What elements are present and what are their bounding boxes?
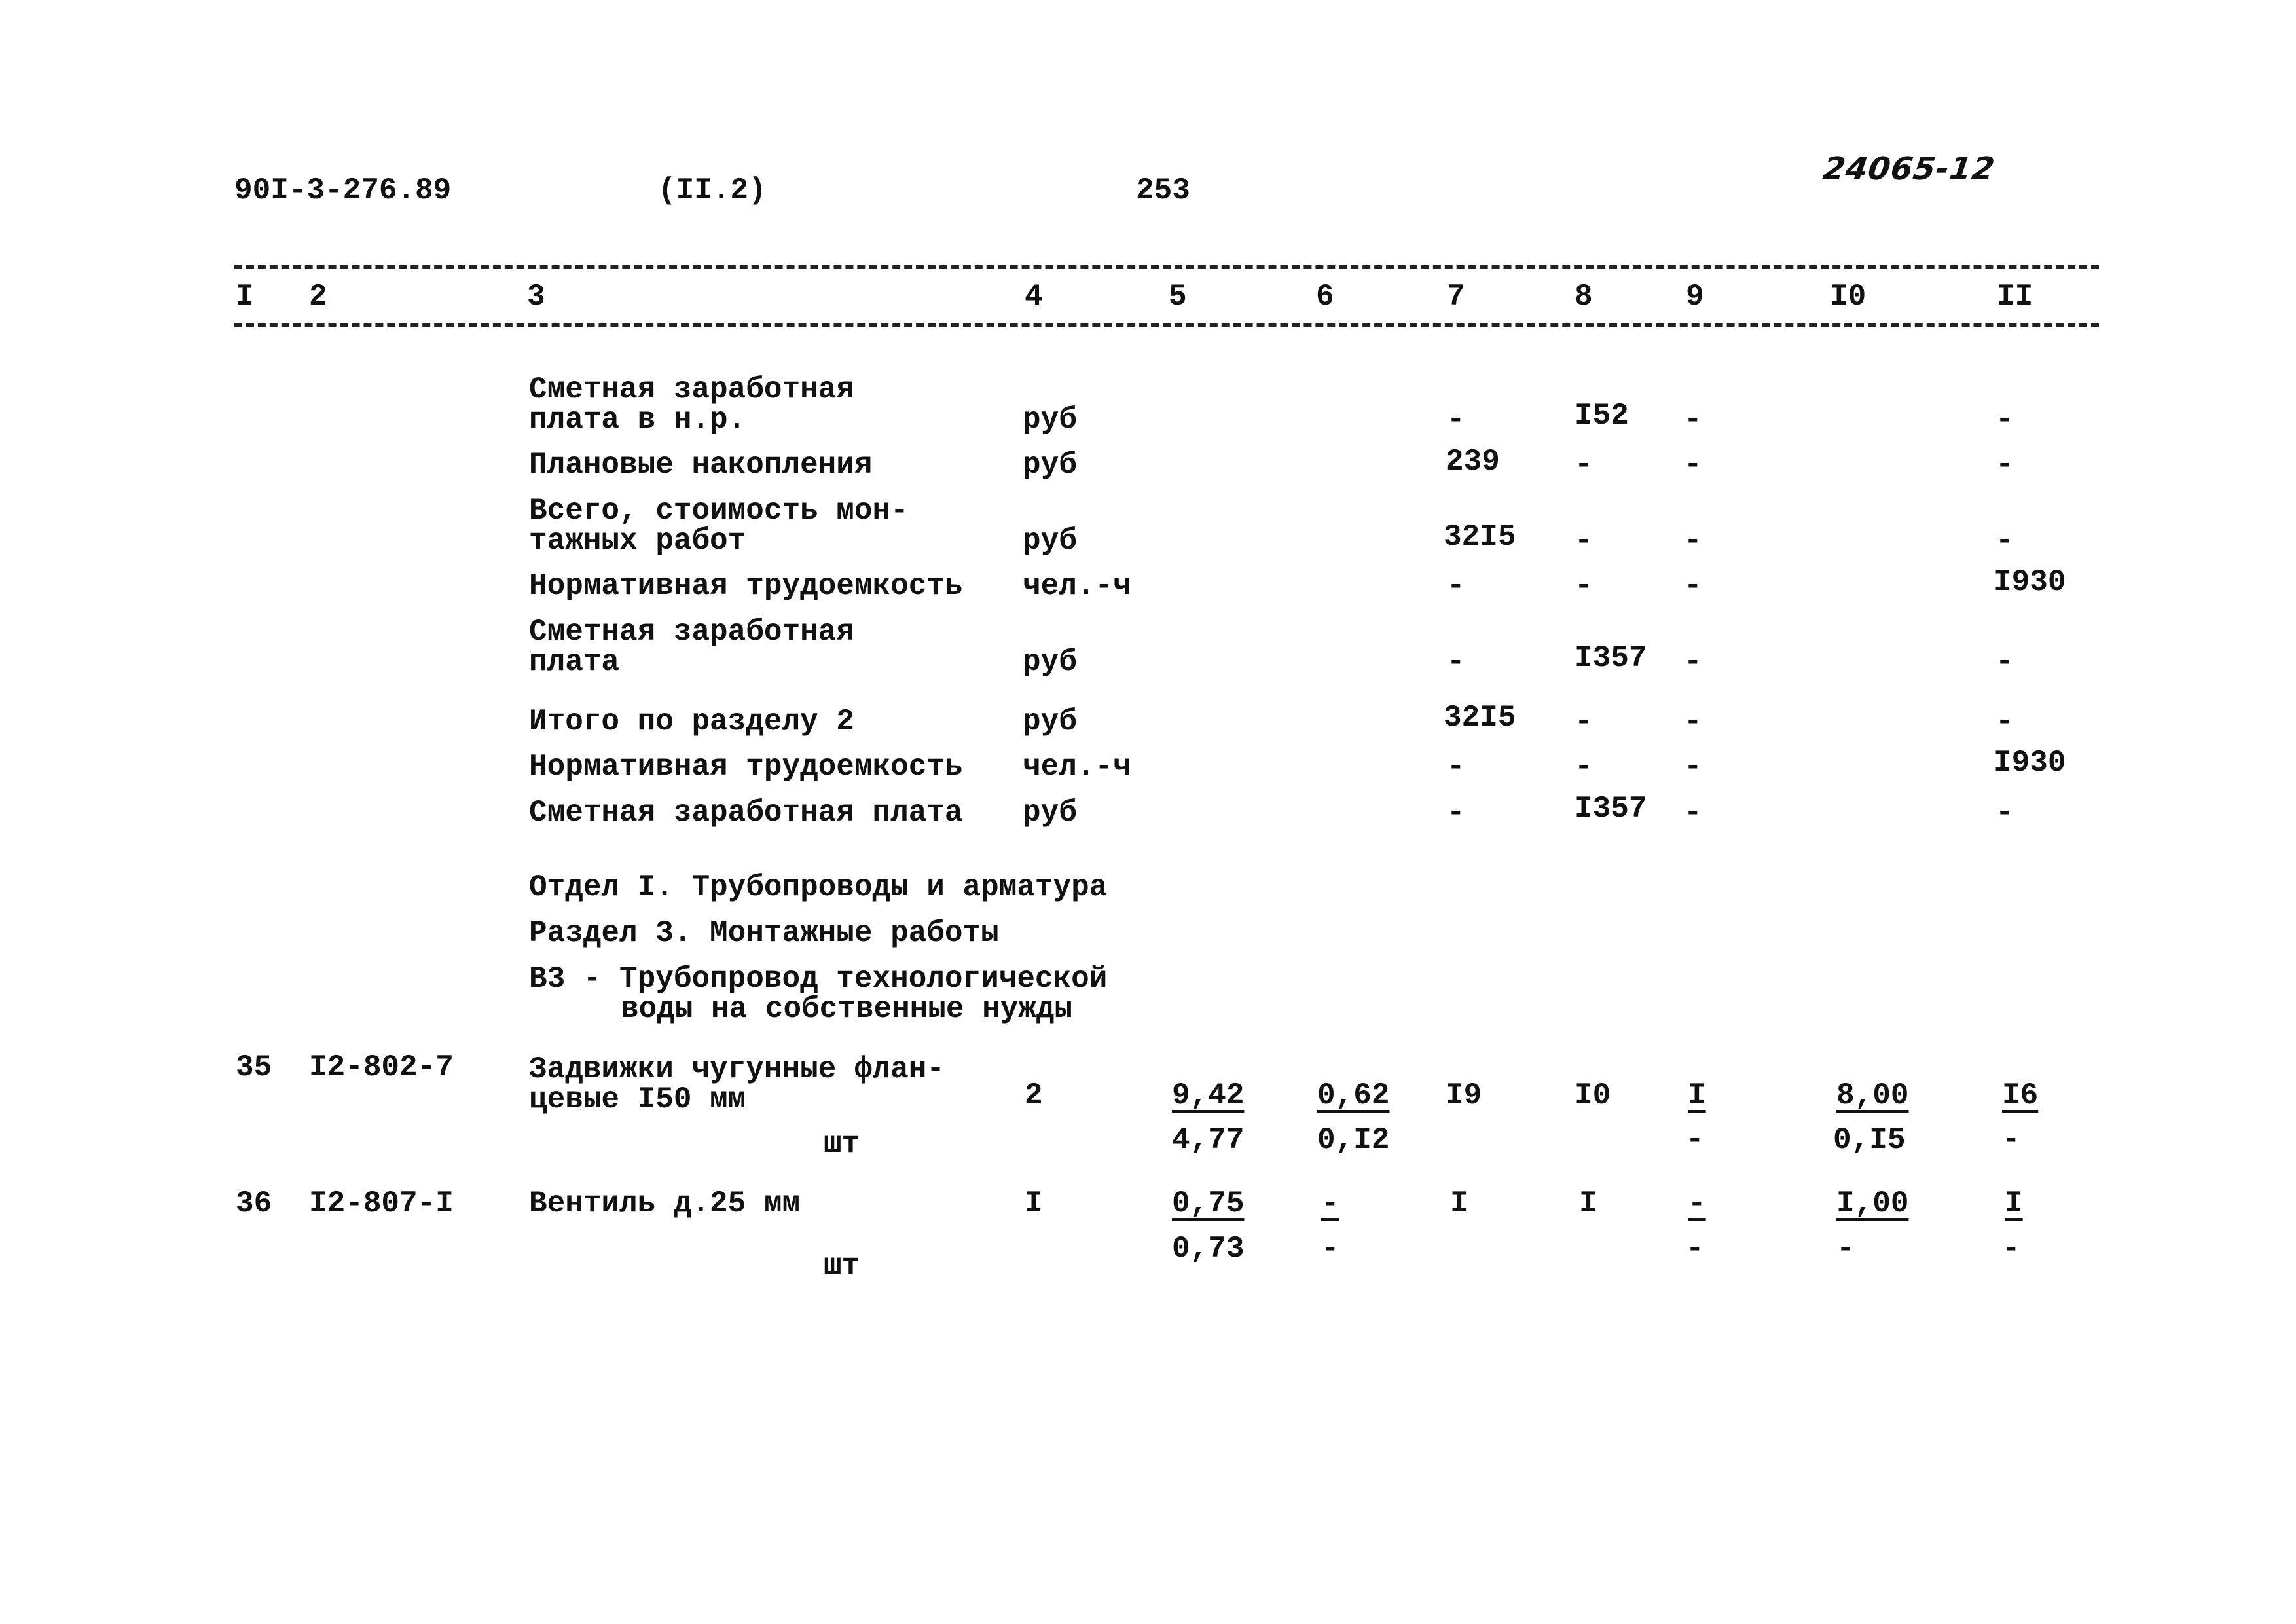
cell-c11: - <box>1995 524 2014 558</box>
cell-c10-top: 8,00 <box>1836 1079 1909 1113</box>
cell-c7: - <box>1447 796 1465 830</box>
row-unit: руб <box>1023 403 1077 437</box>
cell-c7: 32I5 <box>1444 520 1516 554</box>
cell-c8: - <box>1575 524 1593 558</box>
cell-c9: - <box>1684 569 1702 603</box>
cell-c7: 239 <box>1446 445 1500 479</box>
cell-c11-bottom: - <box>2002 1232 2020 1266</box>
document-code: 90I-3-276.89 <box>234 174 452 208</box>
col-header-4: 4 <box>1025 280 1043 314</box>
row-label: Нормативная трудоемкость <box>529 750 963 784</box>
cell-c11: I930 <box>1994 746 2066 780</box>
item-number: 35 <box>236 1050 272 1084</box>
row-label: Нормативная трудоемкость <box>529 569 963 603</box>
cell-c7: I9 <box>1446 1079 1482 1113</box>
cell-c11: - <box>1995 645 2014 679</box>
cell-c11: I930 <box>1994 565 2066 599</box>
page-number: 253 <box>1136 174 1190 208</box>
row-unit: руб <box>1023 796 1077 830</box>
cell-c8: - <box>1575 569 1593 603</box>
item-number: 36 <box>236 1187 272 1221</box>
cell-c11-top: I <box>2005 1187 2023 1221</box>
cell-c5-top: 0,75 <box>1172 1187 1245 1221</box>
cell-c11-bottom: - <box>2002 1123 2020 1157</box>
col-header-10: I0 <box>1830 280 1867 314</box>
cell-c11: - <box>1995 448 2014 482</box>
row-unit: чел.-ч <box>1023 569 1131 603</box>
cell-c9-top: - <box>1688 1187 1706 1221</box>
row-label: тажных работ <box>529 524 746 558</box>
row-label: плата <box>529 645 620 679</box>
subsection-heading: В3 - Трубопровод технологической <box>529 962 1108 996</box>
row-unit: руб <box>1023 448 1077 482</box>
department-heading: Отдел I. Трубопроводы и арматура <box>529 870 1108 904</box>
item-unit: шт <box>824 1249 860 1283</box>
col-header-3: 3 <box>527 280 545 314</box>
cell-c10-bottom: 0,I5 <box>1833 1123 1906 1157</box>
cell-c6-top: 0,62 <box>1317 1079 1390 1113</box>
col-header-2: 2 <box>309 280 327 314</box>
item-name: Задвижки чугунные флан- <box>529 1052 945 1086</box>
cell-c11: - <box>1995 403 2014 437</box>
item-quantity: 2 <box>1025 1079 1043 1113</box>
cell-c9: - <box>1684 403 1702 437</box>
cell-c9: - <box>1684 796 1702 830</box>
cell-c8: I <box>1579 1187 1597 1221</box>
row-label: Сметная заработная <box>529 615 854 649</box>
cell-c9-bottom: - <box>1686 1123 1704 1157</box>
cell-c5-bottom: 4,77 <box>1172 1123 1245 1157</box>
cell-c11: - <box>1995 705 2014 739</box>
section-heading: Раздел 3. Монтажные работы <box>529 916 999 950</box>
cell-c8: - <box>1575 750 1593 784</box>
cell-c11-top: I6 <box>2002 1079 2039 1113</box>
item-code: I2-802-7 <box>309 1050 454 1084</box>
cell-c10-bottom: - <box>1836 1232 1855 1266</box>
cell-c6-bottom: - <box>1321 1232 1339 1266</box>
row-label: Сметная заработная <box>529 373 854 407</box>
col-header-5: 5 <box>1169 280 1187 314</box>
col-header-8: 8 <box>1575 280 1593 314</box>
cell-c9-top: I <box>1688 1079 1706 1113</box>
cell-c7: 32I5 <box>1444 701 1516 735</box>
item-name: Вентиль д.25 мм <box>529 1187 801 1221</box>
cell-c7: - <box>1447 403 1465 437</box>
cell-c6-bottom: 0,I2 <box>1317 1123 1390 1157</box>
item-code: I2-807-I <box>309 1187 454 1221</box>
cell-c9-bottom: - <box>1686 1232 1704 1266</box>
col-header-6: 6 <box>1316 280 1334 314</box>
cell-c8: - <box>1575 448 1593 482</box>
row-unit: чел.-ч <box>1023 750 1131 784</box>
cell-c9: - <box>1684 705 1702 739</box>
cell-c7: I <box>1450 1187 1468 1221</box>
cell-c8: I0 <box>1575 1079 1611 1113</box>
item-name: цевые I50 мм <box>529 1082 746 1116</box>
col-header-9: 9 <box>1686 280 1704 314</box>
cell-c6-top: - <box>1321 1187 1339 1221</box>
section-number: (II.2) <box>658 174 767 208</box>
header-top-rule <box>234 265 2099 269</box>
row-unit: руб <box>1023 645 1077 679</box>
cell-c5-bottom: 0,73 <box>1172 1232 1245 1266</box>
row-label: Итого по разделу 2 <box>529 705 854 739</box>
cell-c9: - <box>1684 750 1702 784</box>
row-unit: руб <box>1023 705 1077 739</box>
cell-c7: - <box>1447 750 1465 784</box>
col-header-1: I <box>236 280 254 314</box>
handwritten-inventory-number: 24065-12 <box>1821 151 1997 187</box>
cell-c10-top: I,00 <box>1836 1187 1909 1221</box>
item-unit: шт <box>824 1127 860 1161</box>
cell-c7: - <box>1447 569 1465 603</box>
cell-c8: I357 <box>1575 792 1647 826</box>
row-label: Плановые накопления <box>529 448 873 482</box>
cell-c8: - <box>1575 705 1593 739</box>
col-header-7: 7 <box>1447 280 1465 314</box>
subsection-heading: воды на собственные нужды <box>621 992 1073 1026</box>
cell-c9: - <box>1684 524 1702 558</box>
cell-c9: - <box>1684 448 1702 482</box>
row-label: Всего, стоимость мон- <box>529 494 909 528</box>
cell-c8: I52 <box>1575 399 1629 433</box>
cell-c7: - <box>1447 645 1465 679</box>
cell-c8: I357 <box>1575 641 1647 675</box>
row-label: Сметная заработная плата <box>529 796 963 830</box>
row-label: плата в н.р. <box>529 403 746 437</box>
cell-c5-top: 9,42 <box>1172 1079 1245 1113</box>
cell-c11: - <box>1995 796 2014 830</box>
col-header-11: II <box>1997 280 2033 314</box>
cell-c9: - <box>1684 645 1702 679</box>
row-unit: руб <box>1023 524 1077 558</box>
item-quantity: I <box>1025 1187 1043 1221</box>
header-bottom-rule <box>234 323 2099 327</box>
